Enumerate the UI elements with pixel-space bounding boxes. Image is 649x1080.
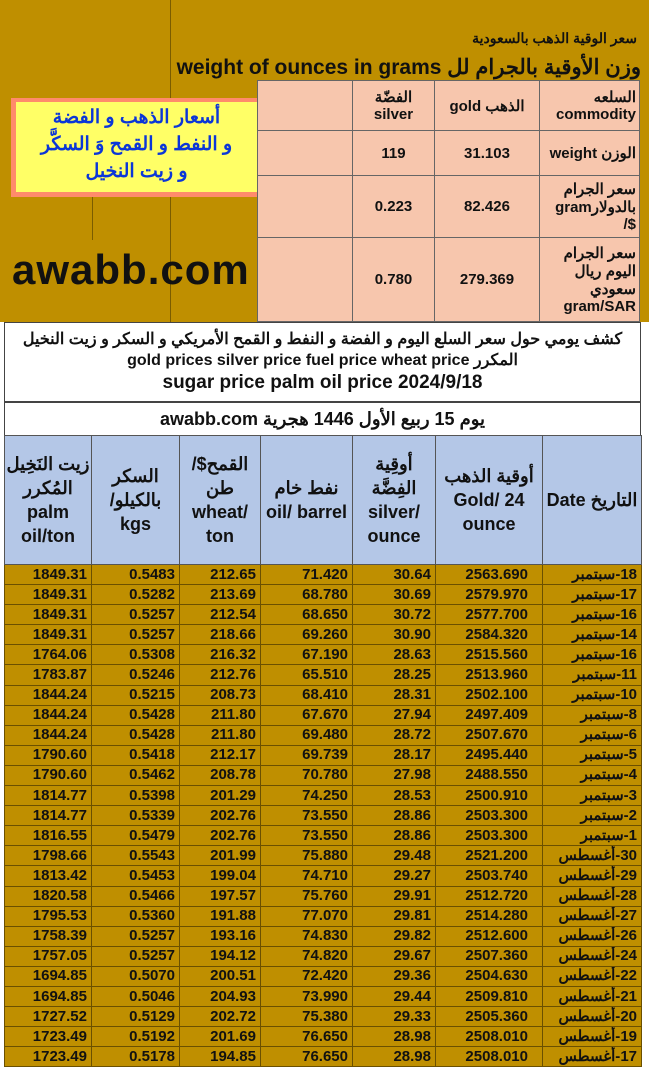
- col-silver-cell: 28.86: [353, 826, 436, 846]
- col-palm-oil-cell: 1723.49: [5, 1047, 92, 1067]
- col-silver-cell: 30.69: [353, 585, 436, 605]
- col-silver-cell: 29.44: [353, 986, 436, 1006]
- weights-header-empty: [258, 81, 353, 131]
- table-row: [5, 1027, 642, 1047]
- col-date-cell: 28-أغسطس: [543, 886, 642, 906]
- col-gold-cell: 2508.010: [436, 1047, 543, 1067]
- col-palm-oil-cell: 1844.24: [5, 705, 92, 725]
- col-date-cell: 27-أغسطس: [543, 906, 642, 926]
- page-title: سعر الوقية الذهب بالسعودية: [472, 30, 637, 46]
- col-silver-cell: 29.48: [353, 846, 436, 866]
- col-oil-header: نفط خام oil/ barrel: [261, 436, 353, 565]
- col-silver-cell: 29.91: [353, 886, 436, 906]
- col-date-cell: 11-سبتمبر: [543, 665, 642, 685]
- col-sugar-cell: 0.5466: [92, 886, 180, 906]
- col-palm-oil-cell: 1694.85: [5, 986, 92, 1006]
- col-gold-cell: 2513.960: [436, 665, 543, 685]
- table-row: [5, 926, 642, 946]
- col-sugar-cell: 0.5282: [92, 585, 180, 605]
- col-wheat-cell: 201.99: [180, 846, 261, 866]
- table-row: [5, 866, 642, 886]
- col-oil-cell: 73.550: [261, 806, 353, 826]
- table-row: [5, 685, 642, 705]
- col-date-cell: 2-سبتمبر: [543, 806, 642, 826]
- col-oil-cell: 74.820: [261, 946, 353, 966]
- col-palm-oil-cell: 1849.31: [5, 585, 92, 605]
- col-sugar-cell: 0.5257: [92, 605, 180, 625]
- col-silver-cell: 29.81: [353, 906, 436, 926]
- col-gold-cell: 2584.320: [436, 625, 543, 645]
- col-silver-cell: 28.98: [353, 1027, 436, 1047]
- col-sugar-cell: 0.5070: [92, 966, 180, 986]
- col-date-cell: 8-سبتمبر: [543, 705, 642, 725]
- col-wheat-cell: 193.16: [180, 926, 261, 946]
- col-gold-cell: 2488.550: [436, 765, 543, 785]
- col-oil-cell: 77.070: [261, 906, 353, 926]
- col-palm-oil-cell: 1814.77: [5, 806, 92, 826]
- col-gold-cell: 2500.910: [436, 786, 543, 806]
- col-wheat-header: القمح$/ طن wheat/ ton: [180, 436, 261, 565]
- promo-box: [11, 98, 262, 197]
- prices-table: [4, 435, 642, 1067]
- col-date-cell: 17-سبتمبر: [543, 585, 642, 605]
- col-wheat-cell: 211.80: [180, 725, 261, 745]
- col-date-cell: 24-أغسطس: [543, 946, 642, 966]
- col-oil-cell: 75.380: [261, 1007, 353, 1027]
- col-silver-cell: 28.63: [353, 645, 436, 665]
- col-oil-cell: 69.480: [261, 725, 353, 745]
- col-oil-cell: 68.780: [261, 585, 353, 605]
- col-date-cell: 10-سبتمبر: [543, 685, 642, 705]
- banner-arabic: كشف يومي حول سعر السلع اليوم و الفضة و النفط و القمح الأمريكي و السكر و زيت النخيل المكرر gold prices silver price fuel price wheat price: [22, 331, 623, 369]
- col-gold-cell: 2507.360: [436, 946, 543, 966]
- col-date-cell: 6-سبتمبر: [543, 725, 642, 745]
- col-silver-cell: 28.31: [353, 685, 436, 705]
- table-row: [5, 705, 642, 725]
- col-palm-oil-header: زيت النَخِيل المُكرر palm oil/ton: [5, 436, 92, 565]
- col-sugar-cell: 0.5428: [92, 725, 180, 745]
- col-gold-cell: 2521.200: [436, 846, 543, 866]
- col-gold-cell: 2502.100: [436, 685, 543, 705]
- col-silver-cell: 30.64: [353, 565, 436, 585]
- col-oil-cell: 73.550: [261, 826, 353, 846]
- col-palm-oil-cell: 1783.87: [5, 665, 92, 685]
- table-row: [5, 966, 642, 986]
- col-gold-cell: 2503.300: [436, 806, 543, 826]
- col-date-cell: 29-أغسطس: [543, 866, 642, 886]
- col-sugar-cell: 0.5398: [92, 786, 180, 806]
- col-date-cell: 4-سبتمبر: [543, 765, 642, 785]
- table-row: [5, 786, 642, 806]
- col-silver-cell: 30.72: [353, 605, 436, 625]
- col-silver-cell: 29.82: [353, 926, 436, 946]
- col-silver-cell: 28.86: [353, 806, 436, 826]
- col-silver-cell: 28.17: [353, 745, 436, 765]
- col-gold-cell: 2577.700: [436, 605, 543, 625]
- col-sugar-cell: 0.5215: [92, 685, 180, 705]
- col-gold-cell: 2512.600: [436, 926, 543, 946]
- col-palm-oil-cell: 1795.53: [5, 906, 92, 926]
- col-sugar-cell: 0.5418: [92, 745, 180, 765]
- col-sugar-cell: 0.5178: [92, 1047, 180, 1067]
- col-sugar-cell: 0.5543: [92, 846, 180, 866]
- col-wheat-cell: 212.17: [180, 745, 261, 765]
- promo-line: و زيت النخيل: [85, 161, 188, 182]
- col-gold-cell: 2497.409: [436, 705, 543, 725]
- col-silver-cell: 29.33: [353, 1007, 436, 1027]
- col-silver-cell: 28.98: [353, 1047, 436, 1067]
- col-wheat-cell: 212.65: [180, 565, 261, 585]
- col-wheat-cell: 211.80: [180, 705, 261, 725]
- col-date-cell: 30-أغسطس: [543, 846, 642, 866]
- col-palm-oil-cell: 1758.39: [5, 926, 92, 946]
- col-gold-cell: 2514.280: [436, 906, 543, 926]
- col-gold-cell: 2504.630: [436, 966, 543, 986]
- col-palm-oil-cell: 1816.55: [5, 826, 92, 846]
- col-sugar-cell: 0.5453: [92, 866, 180, 886]
- weights-cell: 279.369: [435, 238, 540, 322]
- col-oil-cell: 73.990: [261, 986, 353, 1006]
- col-silver-cell: 30.90: [353, 625, 436, 645]
- col-wheat-cell: 191.88: [180, 906, 261, 926]
- col-date-cell: 19-أغسطس: [543, 1027, 642, 1047]
- col-sugar-cell: 0.5483: [92, 565, 180, 585]
- col-oil-cell: 76.650: [261, 1047, 353, 1067]
- weights-row-label: سعر الجرام بالدولارgram $/: [540, 176, 640, 238]
- table-row: [5, 846, 642, 866]
- col-sugar-cell: 0.5046: [92, 986, 180, 1006]
- col-palm-oil-cell: 1813.42: [5, 866, 92, 886]
- col-gold-cell: 2507.670: [436, 725, 543, 745]
- col-date-cell: 26-أغسطس: [543, 926, 642, 946]
- col-oil-cell: 65.510: [261, 665, 353, 685]
- col-date-header: التاريخ Date: [543, 436, 642, 565]
- banner-english: sugar price palm oil price 2024/9/18: [162, 372, 483, 393]
- col-silver-header: أوقِية الفِضَّة silver/ ounce: [353, 436, 436, 565]
- col-sugar-cell: 0.5129: [92, 1007, 180, 1027]
- col-gold-cell: 2508.010: [436, 1027, 543, 1047]
- col-oil-cell: 71.420: [261, 565, 353, 585]
- col-wheat-cell: 208.73: [180, 685, 261, 705]
- weights-cell: 119: [353, 131, 435, 176]
- col-wheat-cell: 216.32: [180, 645, 261, 665]
- col-date-cell: 14-سبتمبر: [543, 625, 642, 645]
- weights-cell: 0.780: [353, 238, 435, 322]
- col-palm-oil-cell: 1790.60: [5, 765, 92, 785]
- col-oil-cell: 74.710: [261, 866, 353, 886]
- col-palm-oil-cell: 1849.31: [5, 625, 92, 645]
- col-oil-cell: 69.260: [261, 625, 353, 645]
- col-palm-oil-cell: 1844.24: [5, 685, 92, 705]
- col-wheat-cell: 213.69: [180, 585, 261, 605]
- table-row: [5, 1047, 642, 1067]
- col-palm-oil-cell: 1727.52: [5, 1007, 92, 1027]
- col-gold-cell: 2509.810: [436, 986, 543, 1006]
- col-date-cell: 5-سبتمبر: [543, 745, 642, 765]
- col-date-cell: 1-سبتمبر: [543, 826, 642, 846]
- weights-cell: 0.223: [353, 176, 435, 238]
- col-gold-cell: 2503.300: [436, 826, 543, 846]
- weights-header-commodity: السلعه commodity: [540, 81, 640, 131]
- col-gold-cell: 2505.360: [436, 1007, 543, 1027]
- table-row: [5, 625, 642, 645]
- banner-english-inline: gold prices silver price fuel price wheat price: [127, 352, 470, 369]
- col-oil-cell: 68.650: [261, 605, 353, 625]
- col-date-cell: 16-سبتمبر: [543, 605, 642, 625]
- col-palm-oil-cell: 1844.24: [5, 725, 92, 745]
- col-palm-oil-cell: 1757.05: [5, 946, 92, 966]
- weights-header-gold: الذهب gold: [435, 81, 540, 131]
- col-sugar-cell: 0.5308: [92, 645, 180, 665]
- summary-banner: [4, 322, 641, 402]
- col-oil-cell: 67.190: [261, 645, 353, 665]
- divider: [92, 197, 93, 240]
- promo-line: أسعار الذهب و الفضة: [52, 107, 221, 128]
- col-sugar-cell: 0.5257: [92, 625, 180, 645]
- site-logo-text: awabb.com: [12, 246, 250, 293]
- weights-row-label: سعر الجرام اليوم ريال سعودي gram/SAR: [540, 238, 640, 322]
- col-silver-cell: 28.25: [353, 665, 436, 685]
- col-date-cell: 3-سبتمبر: [543, 786, 642, 806]
- col-palm-oil-cell: 1723.49: [5, 1027, 92, 1047]
- col-palm-oil-cell: 1820.58: [5, 886, 92, 906]
- table-row: [5, 765, 642, 785]
- col-wheat-cell: 194.12: [180, 946, 261, 966]
- col-date-cell: 17-أغسطس: [543, 1047, 642, 1067]
- col-palm-oil-cell: 1798.66: [5, 846, 92, 866]
- col-sugar-cell: 0.5428: [92, 705, 180, 725]
- col-sugar-cell: 0.5257: [92, 946, 180, 966]
- col-silver-cell: 29.27: [353, 866, 436, 886]
- weights-row-label: الوزن weight: [540, 131, 640, 176]
- table-row: [5, 1007, 642, 1027]
- col-sugar-header: السكر بالكيلو/ kgs: [92, 436, 180, 565]
- col-wheat-cell: 204.93: [180, 986, 261, 1006]
- weights-header-silver: الفضّة silver: [353, 81, 435, 131]
- col-date-cell: 21-أغسطس: [543, 986, 642, 1006]
- col-oil-cell: 74.250: [261, 786, 353, 806]
- weights-cell: 31.103: [435, 131, 540, 176]
- col-silver-cell: 29.36: [353, 966, 436, 986]
- col-oil-cell: 74.830: [261, 926, 353, 946]
- table-row: [5, 946, 642, 966]
- col-silver-cell: 28.53: [353, 786, 436, 806]
- col-gold-cell: 2503.740: [436, 866, 543, 886]
- table-row: [5, 565, 642, 585]
- col-sugar-cell: 0.5246: [92, 665, 180, 685]
- weights-table: [257, 80, 640, 322]
- col-sugar-cell: 0.5462: [92, 765, 180, 785]
- col-gold-header: أوقية الذهب Gold/ 24 ounce: [436, 436, 543, 565]
- col-silver-cell: 27.98: [353, 765, 436, 785]
- table-row: [5, 665, 642, 685]
- col-wheat-cell: 212.76: [180, 665, 261, 685]
- table-row: [5, 906, 642, 926]
- table-row: [5, 585, 642, 605]
- col-palm-oil-cell: 1849.31: [5, 605, 92, 625]
- col-oil-cell: 70.780: [261, 765, 353, 785]
- col-sugar-cell: 0.5192: [92, 1027, 180, 1047]
- col-silver-cell: 27.94: [353, 705, 436, 725]
- col-gold-cell: 2563.690: [436, 565, 543, 585]
- col-palm-oil-cell: 1849.31: [5, 565, 92, 585]
- col-oil-cell: 76.650: [261, 1027, 353, 1047]
- col-sugar-cell: 0.5360: [92, 906, 180, 926]
- col-wheat-cell: 202.76: [180, 806, 261, 826]
- col-wheat-cell: 201.29: [180, 786, 261, 806]
- weights-cell: [258, 131, 353, 176]
- col-gold-cell: 2512.720: [436, 886, 543, 906]
- col-oil-cell: 67.670: [261, 705, 353, 725]
- table-row: [5, 806, 642, 826]
- col-silver-cell: 29.67: [353, 946, 436, 966]
- col-wheat-cell: 202.72: [180, 1007, 261, 1027]
- col-wheat-cell: 197.57: [180, 886, 261, 906]
- col-sugar-cell: 0.5479: [92, 826, 180, 846]
- col-sugar-cell: 0.5339: [92, 806, 180, 826]
- col-oil-cell: 75.880: [261, 846, 353, 866]
- promo-line: و النفط و القمح وَ السكَّر: [40, 134, 233, 155]
- col-oil-cell: 72.420: [261, 966, 353, 986]
- col-palm-oil-cell: 1764.06: [5, 645, 92, 665]
- col-wheat-cell: 199.04: [180, 866, 261, 886]
- col-palm-oil-cell: 1814.77: [5, 786, 92, 806]
- col-wheat-cell: 218.66: [180, 625, 261, 645]
- table-row: [5, 725, 642, 745]
- col-wheat-cell: 212.54: [180, 605, 261, 625]
- table-row: [5, 826, 642, 846]
- col-oil-cell: 68.410: [261, 685, 353, 705]
- col-oil-cell: 75.760: [261, 886, 353, 906]
- col-gold-cell: 2515.560: [436, 645, 543, 665]
- col-oil-cell: 69.739: [261, 745, 353, 765]
- col-wheat-cell: 202.76: [180, 826, 261, 846]
- col-wheat-cell: 201.69: [180, 1027, 261, 1047]
- table-row: [5, 745, 642, 765]
- col-date-cell: 18-سبتمبر: [543, 565, 642, 585]
- weights-cell: [258, 238, 353, 322]
- weights-cell: [258, 176, 353, 238]
- table-row: [5, 986, 642, 1006]
- col-wheat-cell: 208.78: [180, 765, 261, 785]
- col-palm-oil-cell: 1790.60: [5, 745, 92, 765]
- col-date-cell: 20-أغسطس: [543, 1007, 642, 1027]
- weights-cell: 82.426: [435, 176, 540, 238]
- col-palm-oil-cell: 1694.85: [5, 966, 92, 986]
- page-subtitle: وزن الأوقية بالجرام لل weight of ounces in grams: [176, 56, 641, 79]
- col-silver-cell: 28.72: [353, 725, 436, 745]
- table-row: [5, 605, 642, 625]
- table-row: [5, 886, 642, 906]
- col-date-cell: 22-أغسطس: [543, 966, 642, 986]
- col-date-cell: 16-سبتمبر: [543, 645, 642, 665]
- hijri-date-line: يوم 15 ربيع الأول 1446 هجرية awabb.com: [4, 402, 641, 436]
- col-wheat-cell: 200.51: [180, 966, 261, 986]
- col-wheat-cell: 194.85: [180, 1047, 261, 1067]
- col-gold-cell: 2579.970: [436, 585, 543, 605]
- col-sugar-cell: 0.5257: [92, 926, 180, 946]
- table-row: [5, 645, 642, 665]
- col-gold-cell: 2495.440: [436, 745, 543, 765]
